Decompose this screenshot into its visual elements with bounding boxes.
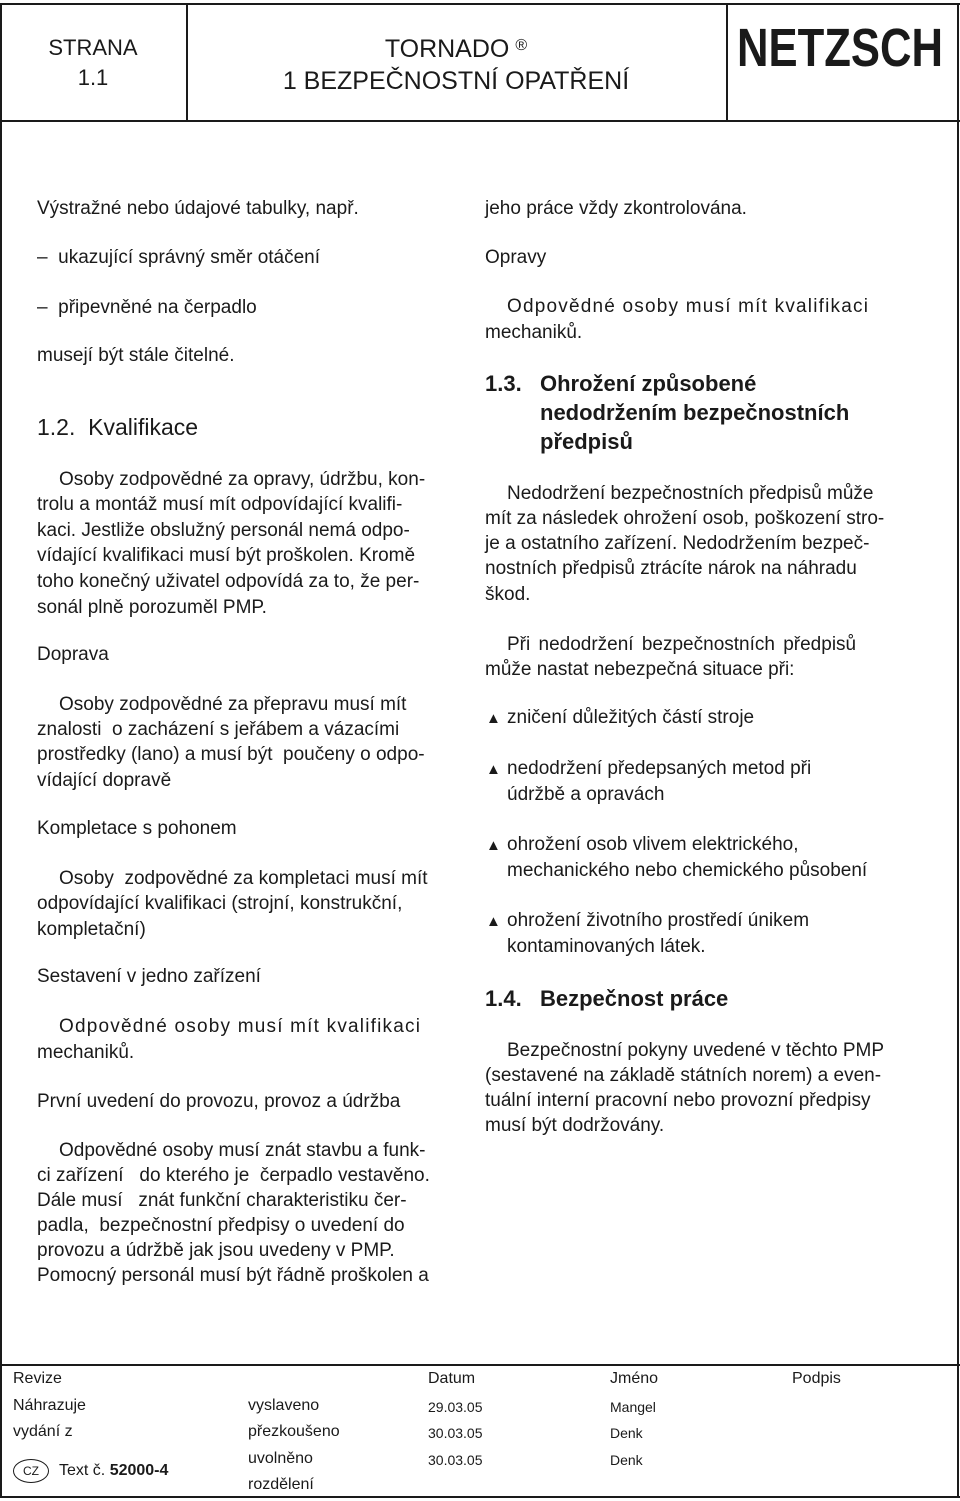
noncompliance-line-1: Nedodržení bezpečnostních předpisů může — [507, 483, 874, 504]
page-label: STRANA — [48, 35, 138, 60]
footer-date-2: 30.03.05 — [428, 1425, 483, 1441]
qualification-line-3: kaci. Jestliže obslužný personál nemá odpo- — [37, 520, 410, 541]
safety-line-3: tuální interní pracovní nebo provozní předpisy — [485, 1090, 871, 1111]
footer-nahrazuje: Náhrazuje — [13, 1397, 86, 1414]
footer-date-1: 29.03.05 — [428, 1399, 483, 1415]
heading-kompletace: Kompletace s pohonem — [37, 818, 237, 839]
footer-vyslaveno: vyslaveno — [248, 1397, 320, 1414]
product-name: TORNADO ® — [384, 35, 528, 63]
footer-datum: Datum — [428, 1370, 476, 1387]
footer-uvolneno: uvolněno — [248, 1450, 313, 1467]
page-number-box — [0, 33, 186, 93]
bullet-triangle-icon: ▲ — [486, 837, 501, 854]
heading-doprava: Doprava — [37, 644, 109, 665]
header-title-box — [186, 33, 726, 97]
legible-text: musejí být stále čitelné. — [37, 345, 235, 366]
bullet-triangle-icon: ▲ — [486, 761, 501, 778]
kompletace-line-1: Osoby zodpovědné za kompletaci musí mít — [59, 868, 428, 889]
registered-mark: ® — [515, 37, 528, 54]
dash-glyph: – — [37, 297, 48, 318]
footer-name-2: Denk — [610, 1425, 643, 1441]
footer-vydani-z: vydání z — [13, 1423, 73, 1440]
bullet-triangle-icon: ▲ — [486, 913, 501, 930]
opravy-line-2: mechaniků. — [485, 322, 583, 343]
bullet-2-line-2: údržbě a opravách — [507, 784, 665, 805]
frame-left — [0, 3, 2, 1498]
sestaveni-line-2: mechaniků. — [37, 1042, 135, 1063]
section-1-3-title-1: Ohrožení způsobené — [540, 371, 757, 396]
footer-date-3: 30.03.05 — [428, 1452, 483, 1468]
footer-name-1: Mangel — [610, 1399, 656, 1415]
bullet-1-line-1: zničení důležitých částí stroje — [507, 707, 755, 728]
frame-right — [957, 3, 959, 1498]
sestaveni-line-1: Odpovědné osoby musí mít kvalifikaci — [59, 1016, 422, 1037]
provoz-line-2: ci zařízení do kterého je čerpadlo vestavěno. — [37, 1165, 430, 1186]
kompletace-line-2: odpovídající kvalifikaci (strojní, konstrukční, — [37, 893, 403, 914]
footer-name-3: Denk — [610, 1452, 643, 1468]
svg-text:NETZSCH: NETZSCH — [737, 18, 943, 78]
footer-text-number: Text č. 52000-4 — [59, 1462, 169, 1479]
bullet-4-line-2: kontaminovaných látek. — [507, 936, 706, 957]
doprava-line-4: vídající dopravě — [37, 770, 172, 791]
header-border-top — [0, 3, 960, 5]
kompletace-line-3: kompletační) — [37, 919, 146, 940]
dash-item-1: – ukazující správný směr otáčení — [37, 247, 321, 268]
section-1-3-title-2: nedodržením bezpečnostních — [540, 400, 850, 425]
qualification-line-6: sonál plně porozuměl PMP. — [37, 597, 267, 618]
footer-border-top — [0, 1364, 960, 1366]
qualification-line-5: toho konečný uživatel odpovídá za to, že per- — [37, 571, 420, 592]
warning-text: Výstražné nebo údajové tabulky, např. — [37, 198, 359, 219]
qualification-line-4: vídající kvalifikaci musí být proškolen. Kromě — [37, 545, 416, 566]
section-1-3-title-3: předpisů — [540, 429, 633, 454]
qualification-line-1: Osoby zodpovědné za opravy, údržbu, kon- — [59, 469, 426, 490]
section-1-4-number: 1.4. — [485, 986, 522, 1011]
footer-revize: Revize — [13, 1370, 62, 1387]
noncompliance-line-5: škod. — [485, 584, 531, 605]
dash-item-2: – připevněné na čerpadlo — [37, 297, 257, 318]
noncompliance-line-2: mít za následek ohrožení osob, poškození stro- — [485, 508, 885, 529]
safety-line-2: (sestavené na základě státních norem) a even- — [485, 1065, 882, 1086]
opravy-line-1: Odpovědné osoby musí mít kvalifikaci — [507, 296, 870, 317]
doprava-line-3: prostředky (lano) a musí být poučeny o odpo- — [37, 744, 425, 765]
header-divider-right — [726, 3, 728, 122]
safety-line-1: Bezpečnostní pokyny uvedené v těchto PMP — [507, 1040, 885, 1061]
bullet-3-line-2: mechanického nebo chemického působení — [507, 860, 868, 881]
netzsch-logo — [734, 16, 946, 78]
footer-rozdeleni: rozdělení — [248, 1476, 314, 1493]
noncompliance-line-4: nostních předpisů ztrácíte nárok na náhradu — [485, 558, 857, 579]
situation-line-1: Při nedodržení bezpečnostních předpisů — [507, 634, 857, 655]
provoz-line-4: padla, bezpečnostní předpisy o uvedení do — [37, 1215, 405, 1236]
heading-opravy: Opravy — [485, 247, 547, 268]
chapter-title: 1 BEZPEČNOSTNÍ OPATŘENÍ — [282, 67, 630, 95]
provoz-line-5: provozu a údržbě jak jsou uvedeny v PMP. — [37, 1240, 395, 1261]
section-1-3-number: 1.3. — [485, 371, 522, 396]
language-badge: CZ — [13, 1459, 49, 1483]
bullet-2-line-1: nedodržení předepsaných metod při — [507, 758, 812, 779]
page-number: 1.1 — [77, 65, 109, 90]
situation-line-2: může nastat nebezpečná situace při: — [485, 659, 795, 680]
bullet-3-line-1: ohrožení osob vlivem elektrického, — [507, 834, 799, 855]
provoz-line-3: Dále musí znát funkční charakteristiku čer- — [37, 1190, 407, 1211]
doprava-line-2: znalosti o zacházení s jeřábem a vázacími — [37, 719, 400, 740]
section-1-4-title: Bezpečnost práce — [540, 986, 729, 1011]
header-border-bottom — [0, 120, 960, 122]
provoz-line-1: Odpovědné osoby musí znát stavbu a funk- — [59, 1140, 426, 1161]
footer-prezkouseno: přezkoušeno — [248, 1423, 340, 1440]
safety-line-4: musí být dodržovány. — [485, 1115, 665, 1136]
dash-glyph: – — [37, 247, 48, 268]
continued-text: jeho práce vždy zkontrolována. — [485, 198, 747, 219]
bullet-triangle-icon: ▲ — [486, 710, 501, 727]
heading-provoz: První uvedení do provozu, provoz a údržba — [37, 1091, 401, 1112]
footer-jmeno: Jméno — [610, 1370, 659, 1387]
footer-podpis: Podpis — [792, 1370, 841, 1387]
bullet-4-line-1: ohrožení životního prostředí únikem — [507, 910, 810, 931]
doprava-line-1: Osoby zodpovědné za přepravu musí mít — [59, 694, 407, 715]
provoz-line-6: Pomocný personál musí být řádně proškolen a — [37, 1265, 429, 1286]
qualification-line-2: trolu a montáž musí mít odpovídající kvalifi- — [37, 494, 403, 515]
section-1-2-heading: 1.2. Kvalifikace — [37, 414, 199, 440]
noncompliance-line-3: je a ostatního zařízení. Nedodržením bezpeč- — [485, 533, 870, 554]
footer-border-bottom — [0, 1496, 960, 1498]
heading-sestaveni: Sestavení v jedno zařízení — [37, 966, 261, 987]
